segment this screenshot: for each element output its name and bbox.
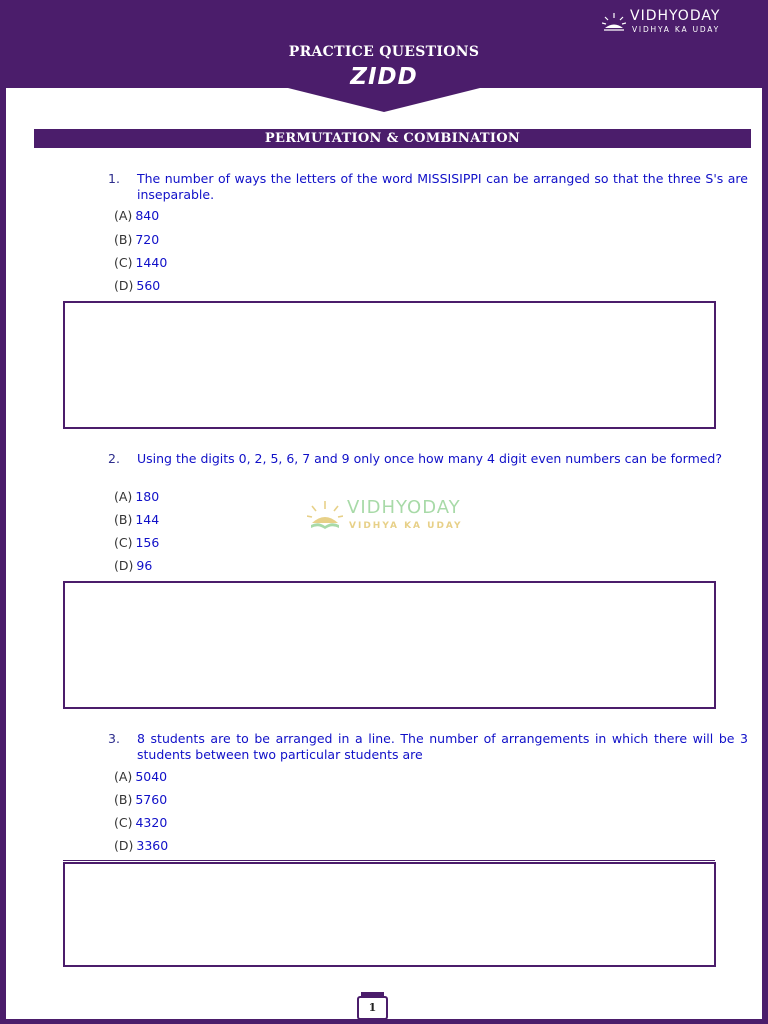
option-label: (A) [114, 769, 133, 784]
answer-box-2[interactable] [63, 581, 716, 709]
option-label: (C) [114, 255, 133, 270]
question-number: 3. [108, 731, 120, 746]
option-value: 96 [136, 558, 153, 573]
sunrise-book-icon [602, 12, 626, 32]
option-value: 156 [135, 535, 160, 550]
answer-box-top-rule [63, 860, 715, 861]
option-label: (C) [114, 535, 133, 550]
option-b [114, 232, 159, 247]
watermark-logo [307, 497, 482, 537]
page-number: 1 [357, 996, 388, 1020]
option-label: (B) [114, 232, 133, 247]
option-value: 180 [135, 489, 160, 504]
option-value: 1440 [135, 255, 168, 270]
option-c [114, 535, 159, 550]
option-b [114, 792, 167, 807]
option-c [114, 255, 167, 270]
option-value: 720 [135, 232, 160, 247]
page-subtitle: ZIDD [350, 64, 418, 90]
option-a [114, 489, 159, 504]
option-d [114, 838, 168, 853]
option-value: 5760 [135, 792, 168, 807]
answer-box-3[interactable] [63, 862, 716, 967]
option-label: (B) [114, 792, 133, 807]
watermark-brand: VIDHYODAY [347, 497, 461, 518]
question-number: 2. [108, 451, 120, 466]
option-label: (D) [114, 278, 134, 293]
option-value: 560 [136, 278, 161, 293]
sunrise-book-icon [307, 499, 343, 531]
brand-tagline: VIDHYA KA UDAY [632, 25, 721, 34]
question-number: 1. [108, 171, 120, 186]
option-label: (A) [114, 489, 133, 504]
option-label: (B) [114, 512, 133, 527]
option-a [114, 208, 159, 223]
question-text: Using the digits 0, 2, 5, 6, 7 and 9 only once how many 4 digit even numbers can be formed? [137, 451, 723, 466]
watermark-tagline: VIDHYA KA UDAY [349, 521, 463, 531]
option-d [114, 558, 152, 573]
section-heading: PERMUTATION & COMBINATION [34, 129, 751, 148]
option-value: 840 [135, 208, 160, 223]
brand-name: VIDHYODAY [630, 8, 721, 24]
frame-left-border [0, 0, 6, 1024]
option-value: 4320 [135, 815, 168, 830]
frame-right-border [762, 0, 768, 1024]
option-d [114, 278, 160, 293]
option-label: (D) [114, 838, 134, 853]
option-value: 5040 [135, 769, 168, 784]
option-value: 144 [135, 512, 160, 527]
question-text: 8 students are to be arranged in a line. The number of arrangements in which there will be 3 students between two particular students are [137, 731, 748, 762]
option-b [114, 512, 159, 527]
option-label: (C) [114, 815, 133, 830]
answer-box-1[interactable] [63, 301, 716, 429]
option-a [114, 769, 167, 784]
option-label: (D) [114, 558, 134, 573]
question-text: The number of ways the letters of the word MISSISIPPI can be arranged so that the three S's are inseparable. [137, 171, 748, 202]
page-title: PRACTICE QUESTIONS [288, 44, 480, 60]
brand-logo [602, 8, 732, 38]
option-c [114, 815, 167, 830]
option-value: 3360 [136, 838, 169, 853]
option-label: (A) [114, 208, 133, 223]
